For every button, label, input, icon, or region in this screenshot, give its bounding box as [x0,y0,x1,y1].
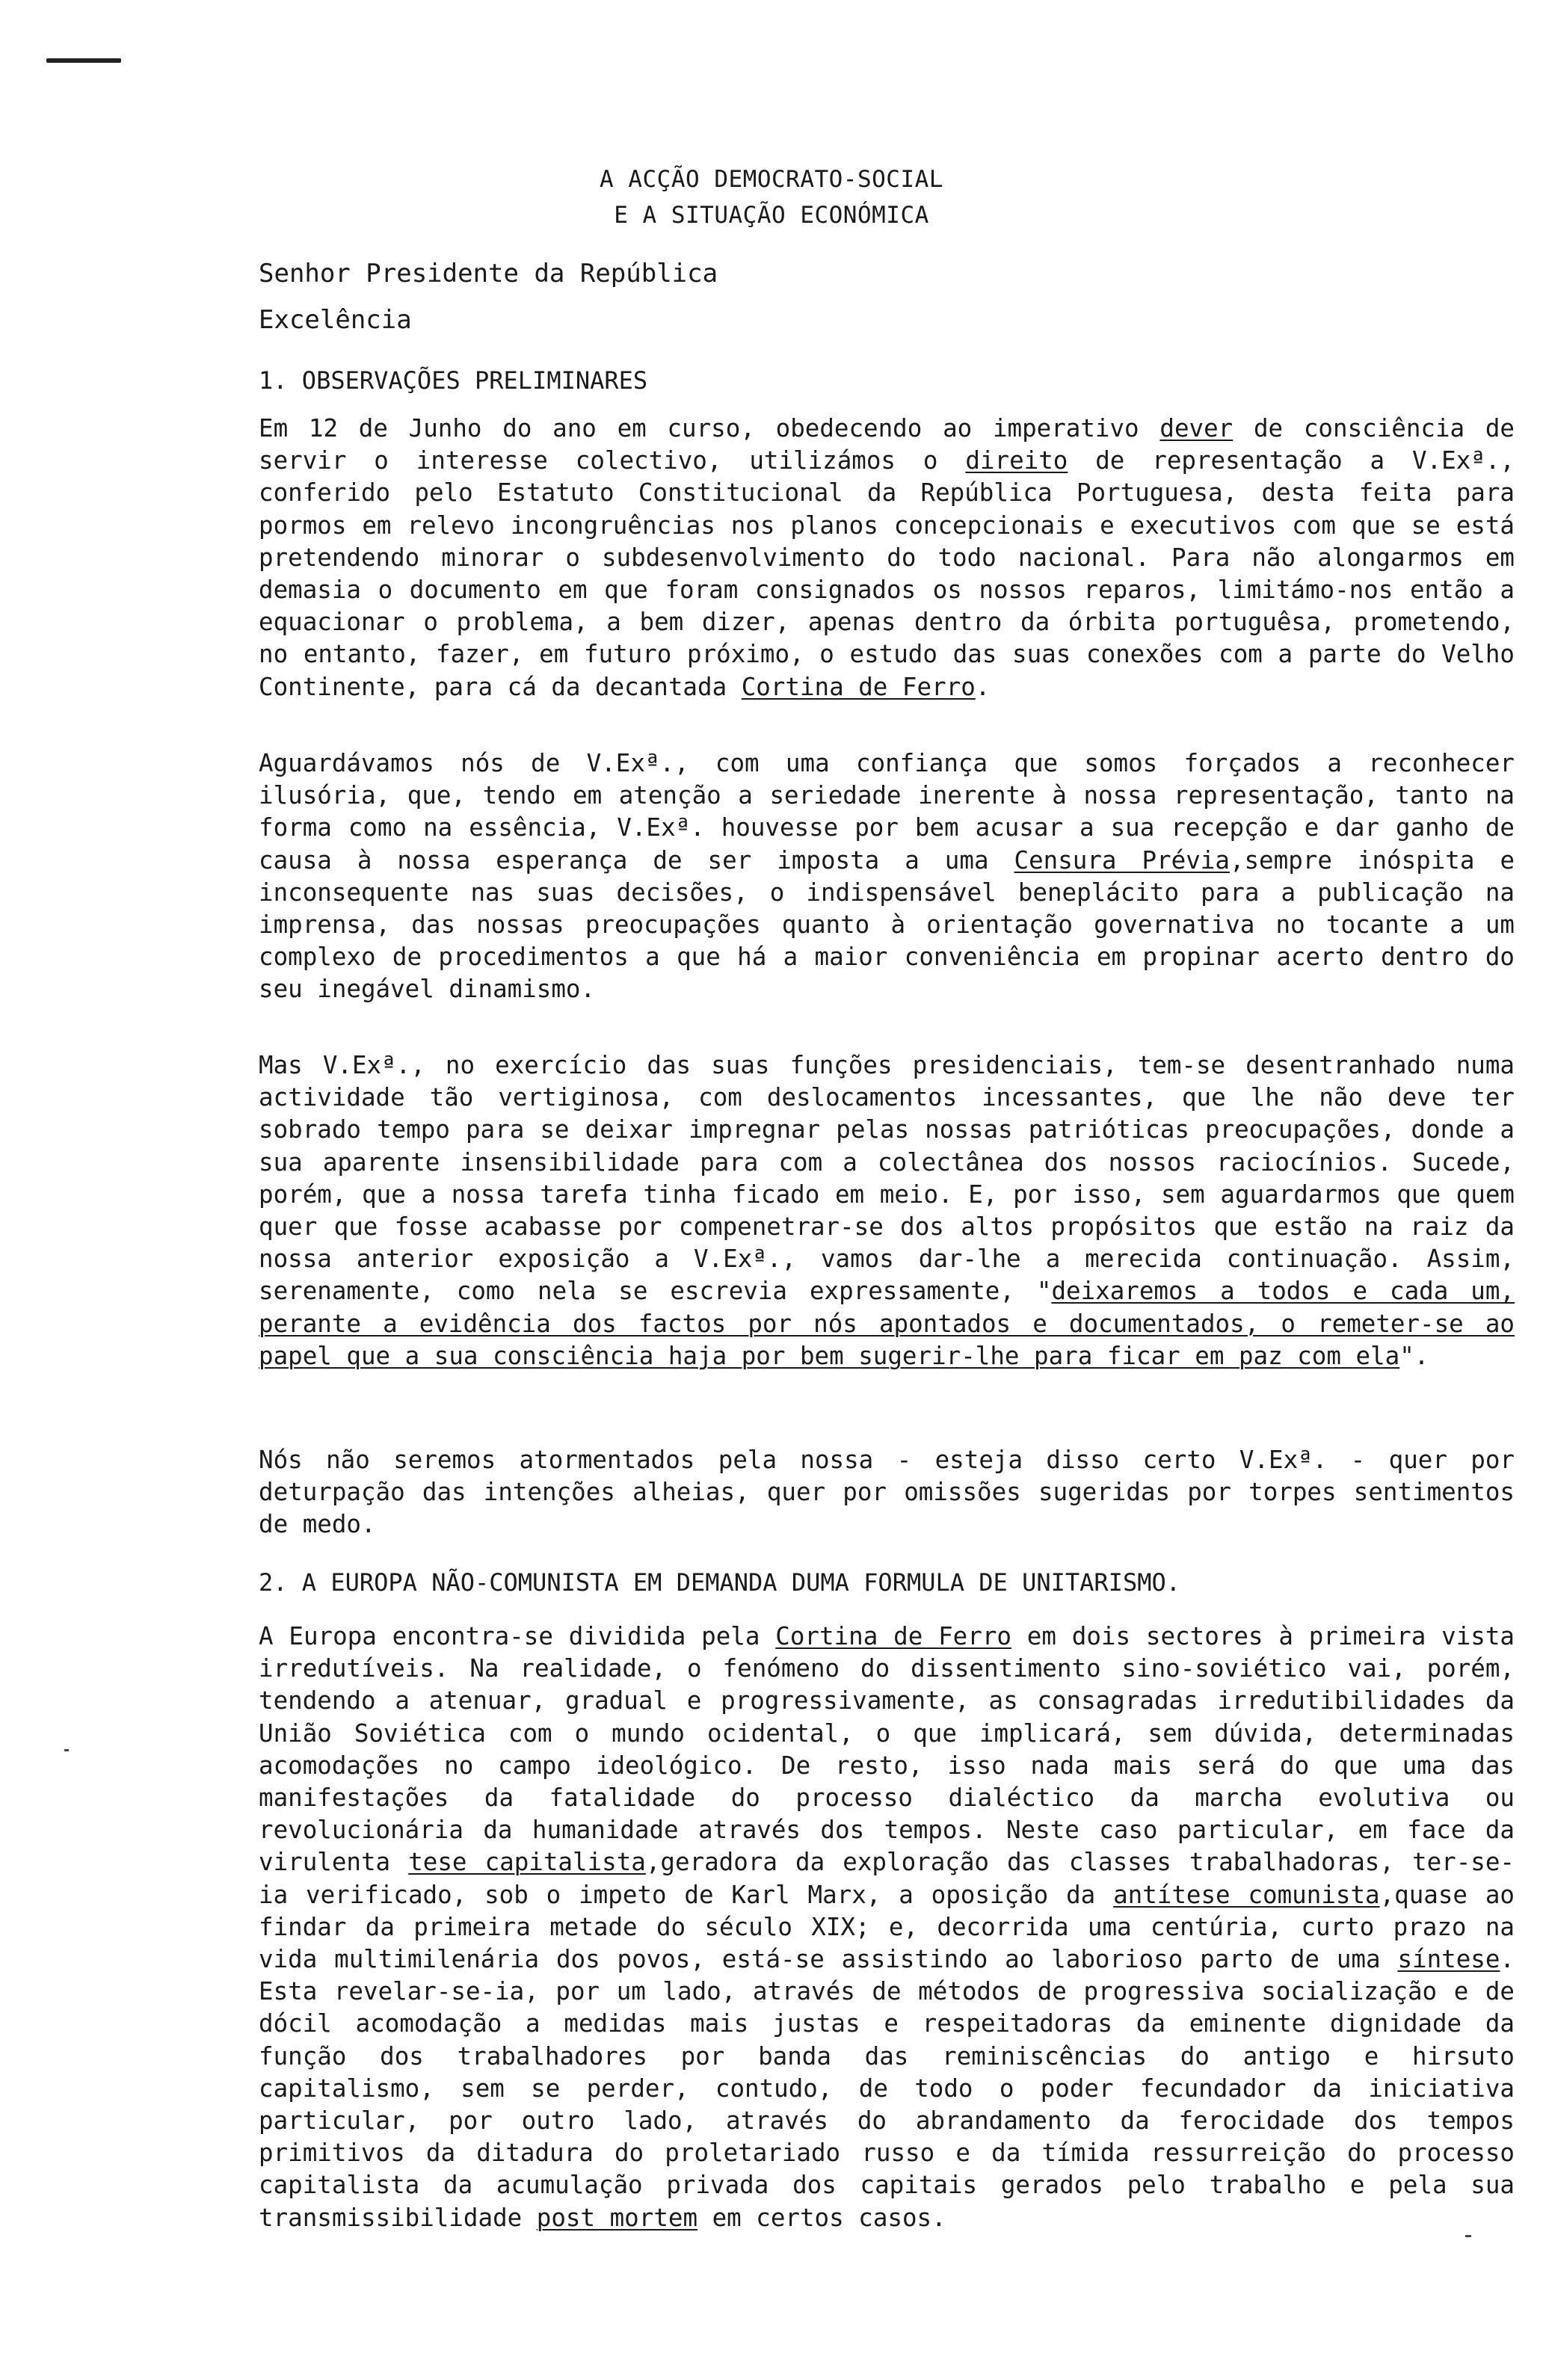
ink-speck [1465,2235,1471,2237]
underlined-tese-capitalista: tese capitalista [408,1848,646,1877]
salutation-president: Senhor Presidente da República [259,259,718,289]
underlined-dever: dever [1159,414,1234,443]
section-2-heading: 2. A EUROPA NÃO-COMUNISTA EM DEMANDA DUMA FORMULA DE UNITARISMO. [259,1568,1180,1597]
underlined-direito: direito [965,446,1068,475]
paragraph-1-text: Em 12 de Junho do ano em curso, obedecendo ao imperativo [259,414,1160,443]
paragraph-5-text: em certos casos. [697,2203,946,2232]
paragraph-2-text: Aguardávamos nós de V.Exª., com uma confiança que somos forçados a reconhecer ilusória, que, tendo em atenção a seriedade inerente à nossa representação, tanto na forma como na essência, V.Exª. houvesse por bem acusar a sua recepção e dar ganho de causa à nossa esperança de ser imposta a uma [259,749,1515,875]
underlined-post-mortem: post mortem [536,2203,698,2232]
underlined-cortina-de-ferro: Cortina de Ferro [741,672,976,701]
paragraph-5-text: ,geradora da exploração das classes trabalhadoras, ter-se-ia verificado, sob o impeto de Karl Marx, a oposição da [259,1848,1515,1909]
paragraph-4: Nós não seremos atormentados pela nossa - esteja disso certo V.Exª. - quer por deturpação das intenções alheias, quer por omissões sugeridas por torpes sentimentos de medo. [259,1446,1515,1539]
ink-speck [64,1749,69,1751]
paragraph-1-text: . [975,672,991,701]
underlined-censura-previa: Censura Prévia [1014,845,1230,875]
paragraph-2 [259,747,1515,1006]
paragraph-5 [259,1621,1515,2234]
section-1-heading: 1. OBSERVAÇÕES PRELIMINARES [259,366,648,395]
underlined-quotation: deixaremos a todos e cada um, perante a evidência dos factos por nós apontados e documentados, o remeter-se ao papel que a sua consciência haja por bem sugerir-lhe para ficar em paz com ela [259,1277,1515,1370]
paragraph-2-text: ,sempre inóspita e inconsequente nas suas decisões, o indispensável beneplácito para a publicação na imprensa, das nossas preocupações quanto à orientação governativa no tocante a um complexo de procedimentos a que há a maior conveniência em propinar acerto dentro do seu inegável dinamismo. [259,845,1515,1004]
paragraph-5-text: . Esta revelar-se-ia, por um lado, através de métodos de progressiva socialização e de dócil acomodação a medidas mais justas e respeitadoras da eminente dignidade da função dos trabalhadores por banda das reminiscências do antigo e hirsuto capitalismo, sem se perder, contudo, de todo o poder fecundador da iniciativa particular, por outro lado, através do abrandamento da ferocidade dos tempos primitivos da ditadura do proletariado russo e da tímida ressurreição do processo capitalista da acumulação privada dos capitais gerados pelo trabalho e pela sua transmissibilidade [259,1945,1515,2232]
paragraph-1-text: de representação a V.Exª., conferido pelo Estatuto Constitucional da República Portuguesa, desta feita para pormos em relevo incongruências nos planos concepcionais e executivos com que se está pretendendo minorar o subdesenvolvimento do todo nacional. Para não alongarmos em demasia o documento em que foram consignados os nossos reparos, limitámo-nos então a equacionar o problema, a bem dizer, apenas dentro da órbita portuguêsa, prometendo, no entanto, fazer, em futuro próximo, o estudo das suas conexões com a parte do Velho Continente, para cá da decantada [259,446,1515,701]
document-title-line-2: E A SITUAÇÃO ECONÓMICA [614,202,929,229]
paragraph-5-text: ,quase ao findar da primeira metade do século XIX; e, decorrida uma centúria, curto prazo na vida multimilenária dos povos, está-se assistindo ao laborioso parto de uma [259,1880,1515,1974]
paragraph-5-text: A Europa encontra-se dividida pela [259,1622,776,1650]
underlined-cortina-de-ferro: Cortina de Ferro [775,1622,1011,1650]
underlined-sintese: síntese [1397,1945,1500,1974]
paragraph-1-text: de consciência de servir o interesse colectivo, utilizámos o [259,414,1515,475]
paragraph-1 [259,413,1515,703]
salutation-excellency: Excelência [259,305,412,335]
document-title-line-1: A ACÇÃO DEMOCRATO-SOCIAL [600,166,943,193]
corner-mark [46,58,121,63]
paragraph-3-text: Mas V.Exª., no exercício das suas funções presidenciais, tem-se desentranhado numa actividade tão vertiginosa, com deslocamentos incessantes, que lhe não deve ter sobrado tempo para se deixar impregnar pelas nossas patrióticas preocupações, donde a sua aparente insensibilidade para com a colectânea dos nossos raciocínios. Sucede, porém, que a nossa tarefa tinha ficado em meio. E, por isso, sem aguardarmos que quem quer que fosse acabasse por compenetrar-se dos altos propósitos que estão na raiz da nossa anterior exposição a V.Exª., vamos dar-lhe a merecida continuação. Assim, serenamente, como nela se escrevia expressamente, " [259,1051,1515,1306]
underlined-antitese-comunista: antítese comunista [1113,1880,1380,1909]
paragraph-3 [259,1049,1515,1372]
paragraph-3-text: ". [1399,1341,1429,1370]
paragraph-5-text: em dois sectores à primeira vista irredutíveis. Na realidade, o fenómeno do dissentimento sino-soviético vai, porém, tendendo a atenuar, gradual e progressivamente, as consagradas irredutibilidades da União Soviética com o mundo ocidental, o que implicará, sem dúvida, determinadas acomodações no campo ideológico. De resto, isso nada mais será do que uma das manifestações da fatalidade do processo dialéctico da marcha evolutiva ou revolucionária da humanidade através dos tempos. Neste caso particular, em face da virulenta [259,1622,1515,1877]
